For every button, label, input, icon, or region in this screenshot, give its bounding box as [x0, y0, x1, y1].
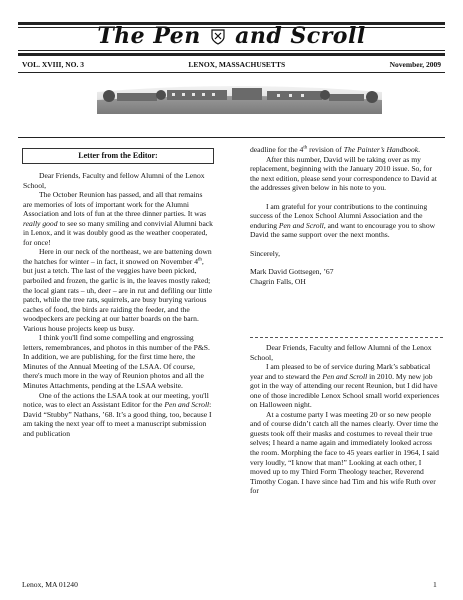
signature-place: Chagrin Falls, OH	[250, 277, 306, 287]
masthead-title	[0, 24, 463, 48]
campus-photo	[97, 78, 382, 114]
closing: Sincerely,	[250, 248, 281, 258]
letter-heading: Letter from the Editor:	[22, 148, 214, 164]
issue-rule	[18, 72, 445, 73]
left-column	[23, 171, 213, 438]
photo-rule	[18, 137, 445, 138]
right-column-second-letter	[250, 343, 443, 496]
right-greeting-2: Dear Friends, Faculty and fellow Alumni of the Lenox School,	[250, 343, 432, 362]
issue-date: November, 2009	[389, 60, 441, 69]
issue-volume: VOL. XVIII, NO. 3	[22, 60, 84, 69]
right-para-2: I am grateful for your contributions to the continuing success of the Lenox School Alumni Association and the enduring Pen and Scroll, and want to encourage you to show David the same support over the next months.	[250, 201, 436, 240]
footer-place: Lenox, MA 01240	[22, 580, 78, 589]
issue-bar	[22, 60, 441, 69]
right-continuation: deadline for the 4th revision of The Painter’s Handbook.	[250, 145, 421, 154]
left-para-4: One of the actions the LSAA took at our meeting, you'll notice, was to elect an Assistant Editor for the Pen and Scroll: David “Stubby” Nathans, ’68. It’s a good thing, too, because I am taking the next year off to meet a manuscript submission and publication	[23, 390, 212, 438]
left-greeting: Dear Friends, Faculty and fellow Alumni of the Lenox School,	[23, 171, 205, 190]
right-column	[250, 145, 443, 287]
right-para-3: I am pleased to be of service during Mark’s sabbatical year and to steward the Pen and Scroll in 2010. My new job got in the way of attending our recent Reunion, but I did have one of those incredible Lenox School small world experiences on Halloween night.	[250, 362, 440, 410]
mid-rule-thin	[18, 50, 445, 51]
signature-name: Mark David Gottsegen, ’67	[250, 267, 334, 277]
left-para-2: Here in our neck of the northeast, we are battening down the hatches for winter – in fact, it snowed on November 4th, but just a tetch. The last of the veggies have been picked, parboiled and frozen, the garlic is in, the leaves mostly raked; the local giant rats – uh, deer – are in rut and defiling our little patch, while the tree rats, squirrels, are busy burying various caches of food, the birds are raiding the feeder, and the woodpeckers are pecking at our batter boards on the barn. Various house projects keep us busy.	[23, 247, 213, 333]
shield-crest-icon	[211, 29, 225, 45]
left-para-1: The October Reunion has passed, and all that remains are memories of lots of important work for the Alumni Association and lots of fun at the three dinner parties. It was really good to see so many smiling and convivial Alumni back in Lenox, and it was doubly good as the weather cooperated, for once!	[23, 190, 213, 247]
page-number: 1	[433, 580, 437, 589]
masthead-title-left: The Pen	[97, 23, 201, 49]
section-divider	[250, 337, 443, 338]
issue-location: LENOX, MASSACHUSETTS	[188, 60, 286, 69]
right-para-4: At a costume party I was meeting 20 or so new people and of course didn’t catch all the names clearly. Over time the guests took off their masks and costumes to reveal their true selves; I heard a name again and immediately looked across the room. Morphing the face to 45 years earlier in 1964, I said very loudly, “I know that man!” Looking at each other, I moved up to my Third Form Theology teacher, Reverend Timothy Cogan. I have since had Tim and his wife Ruth over for	[250, 409, 439, 496]
left-para-3: I think you'll find some compelling and engrossing letters, remembrances, and photos in this number of the P&S. In addition, we are publishing, for the first time here, the Minutes of the Annual Meeting of the LSAA. Of course, there's much more in the way of Reunion photos and all the Minutes Attachments, pending at the LSAA website.	[23, 333, 210, 391]
mid-rule-thick	[18, 53, 445, 56]
masthead-title-right: and Scroll	[235, 23, 366, 49]
right-para-1: After this number, David will be taking over as my replacement, beginning with the January 2010 issue. So, for the next edition, please send your correspondence to David at the addresses given below in his note to you.	[250, 154, 437, 193]
